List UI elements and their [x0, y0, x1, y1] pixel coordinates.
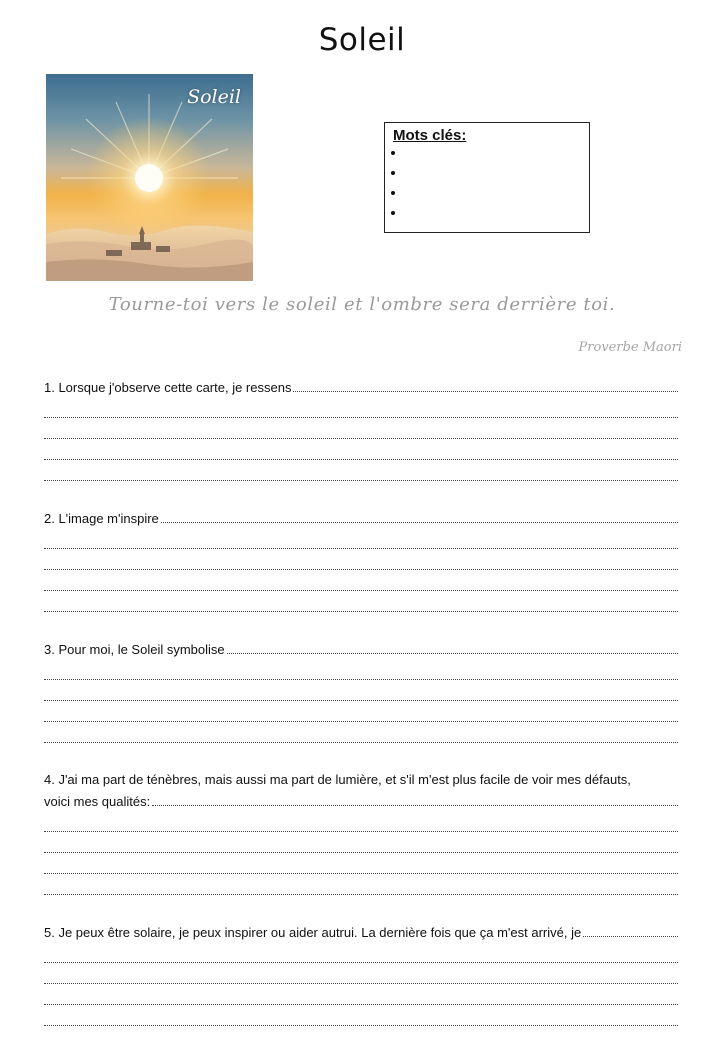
question-5 — [44, 921, 678, 1026]
answer-line[interactable] — [161, 507, 678, 523]
sun-photo — [46, 74, 253, 281]
answer-line[interactable] — [44, 659, 678, 680]
question-line — [44, 921, 678, 942]
answer-line[interactable] — [44, 853, 678, 874]
question-2 — [44, 507, 678, 612]
answer-line[interactable] — [44, 942, 678, 963]
answer-line[interactable] — [583, 921, 678, 937]
quote-text: Tourne-toi vers le soleil et l'ombre sera derrière toi. — [108, 294, 616, 315]
question-line — [44, 638, 678, 659]
question-3 — [44, 638, 678, 743]
answer-line[interactable] — [44, 528, 678, 549]
answer-line[interactable] — [44, 984, 678, 1005]
answer-line[interactable] — [44, 722, 678, 743]
answer-line[interactable] — [44, 570, 678, 591]
answer-line[interactable] — [44, 591, 678, 612]
answer-line[interactable] — [44, 549, 678, 570]
answer-line[interactable] — [227, 638, 678, 654]
answer-line[interactable] — [44, 701, 678, 722]
questions-section — [44, 376, 678, 1052]
question-line — [44, 790, 678, 811]
keyword-bullet-4 — [405, 205, 581, 225]
answer-line[interactable] — [44, 460, 678, 481]
answer-line[interactable] — [44, 963, 678, 984]
keyword-bullet-1 — [405, 145, 581, 165]
question-line — [44, 376, 678, 397]
question-text: 3. Pour moi, le Soleil symbolise — [44, 642, 225, 657]
answer-line[interactable] — [44, 439, 678, 460]
answer-line[interactable] — [44, 874, 678, 895]
keywords-title: Mots clés: — [393, 127, 467, 144]
quote-author: Proverbe Maori — [578, 340, 682, 355]
keyword-bullet-3 — [405, 185, 581, 205]
answer-line[interactable] — [44, 397, 678, 418]
question-text: voici mes qualités: — [44, 794, 151, 809]
question-text: 5. Je peux être solaire, je peux inspirer ou aider autrui. La dernière fois que ça m'est arrivé, je — [44, 925, 582, 940]
keywords-box — [384, 122, 590, 233]
photo-label: Soleil — [187, 86, 241, 108]
question-4 — [44, 769, 678, 895]
question-line — [44, 507, 678, 528]
answer-line[interactable] — [44, 832, 678, 853]
answer-line[interactable] — [44, 680, 678, 701]
page-title: Soleil — [318, 22, 406, 58]
question-text: 4. J'ai ma part de ténèbres, mais aussi ma part de lumière, et s'il m'est plus facile de voir mes défauts, — [44, 772, 631, 787]
keyword-bullet-2 — [405, 165, 581, 185]
answer-line[interactable] — [152, 790, 678, 806]
keywords-list — [393, 145, 581, 225]
answer-line[interactable] — [44, 418, 678, 439]
question-text: 1. Lorsque j'observe cette carte, je ressens — [44, 380, 292, 395]
question-text: 2. L'image m'inspire — [44, 511, 159, 526]
question-1 — [44, 376, 678, 481]
answer-line[interactable] — [293, 376, 678, 392]
answer-line[interactable] — [44, 811, 678, 832]
